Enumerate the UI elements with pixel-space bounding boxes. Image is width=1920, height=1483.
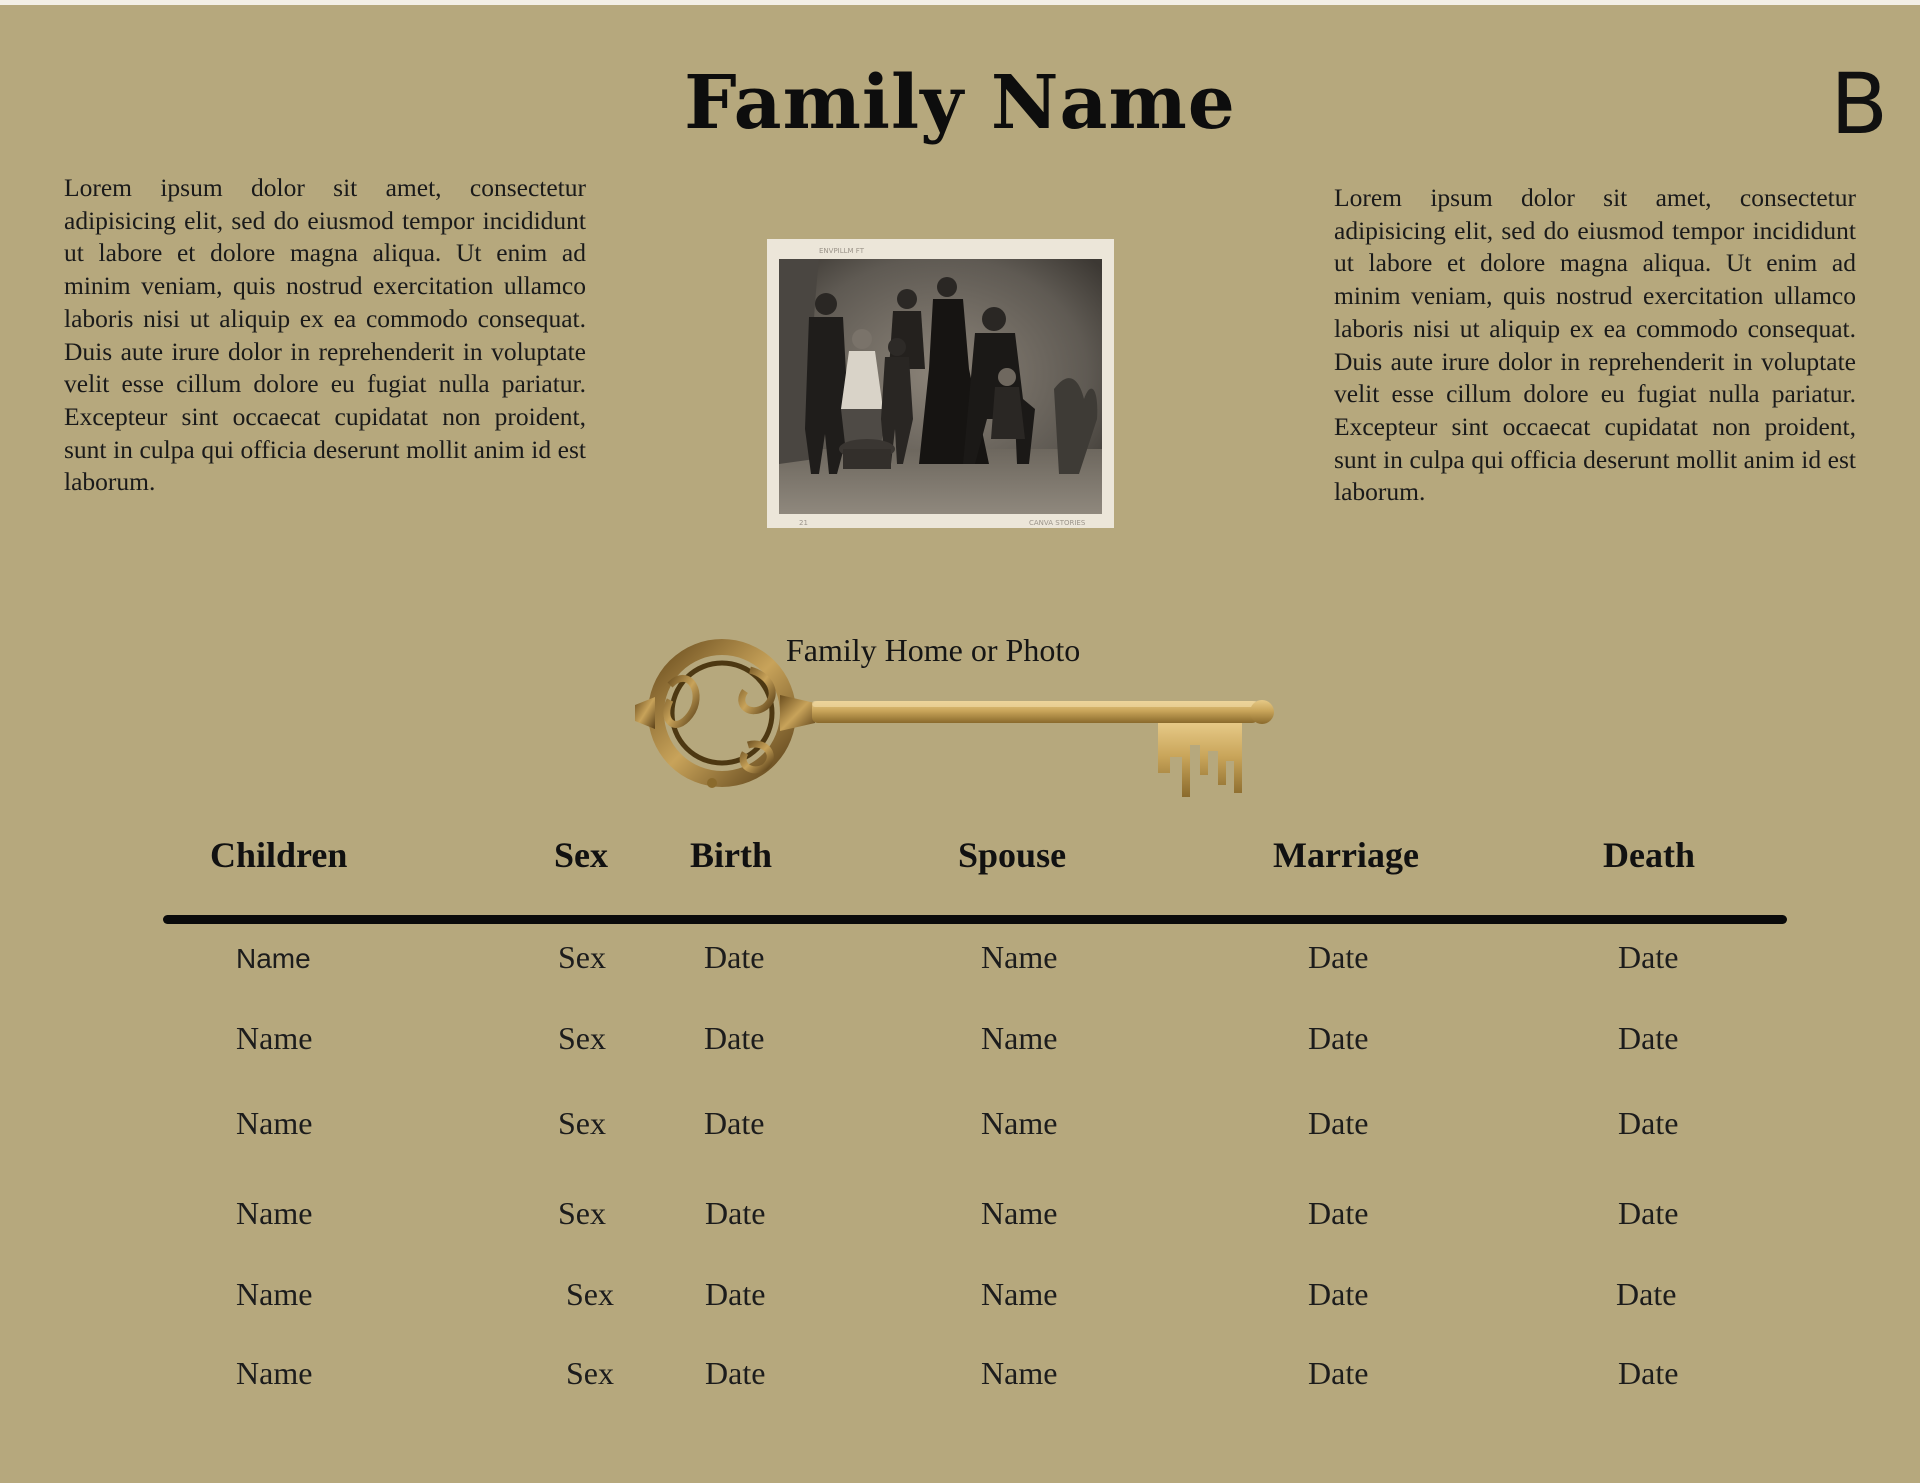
row-6-death: Date bbox=[1618, 1355, 1679, 1391]
row-3-sex: Sex bbox=[558, 1105, 606, 1141]
row-5-marriage: Date bbox=[1308, 1276, 1369, 1312]
family-photo-image bbox=[779, 247, 1102, 527]
row-5-death: Date bbox=[1616, 1276, 1677, 1312]
row-3-marriage: Date bbox=[1308, 1105, 1369, 1141]
photo-caption: Family Home or Photo bbox=[786, 632, 1081, 668]
row-3-birth: Date bbox=[704, 1105, 765, 1141]
row-1-marriage: Date bbox=[1308, 939, 1369, 975]
photo-bottom-left-mark: 21 bbox=[799, 519, 808, 527]
row-6-marriage: Date bbox=[1308, 1355, 1369, 1391]
row-5-spouse: Name bbox=[981, 1276, 1058, 1312]
row-4-marriage: Date bbox=[1308, 1195, 1369, 1231]
row-3-death: Date bbox=[1618, 1105, 1679, 1141]
page-letter: B bbox=[1830, 55, 1888, 153]
header-birth: Birth bbox=[690, 835, 773, 875]
row-2-death: Date bbox=[1618, 1020, 1679, 1056]
row-5-sex: Sex bbox=[566, 1276, 614, 1312]
page-title: Family Name bbox=[684, 60, 1236, 146]
row-3-spouse: Name bbox=[981, 1105, 1058, 1141]
header-spouse: Spouse bbox=[958, 835, 1067, 875]
family-photo bbox=[767, 239, 1114, 528]
row-4-death: Date bbox=[1618, 1195, 1679, 1231]
left-paragraph: Lorem ipsum dolor sit amet, consectetur adipisicing elit, sed do eiusmod tempor incididunt ut labore et dolore magna aliqua. Ut enim ad minim veniam, quis nostrud exercitation ullamco laboris nisi ut aliquip ex ea commodo consequat. Duis aute irure dolor in reprehenderit in voluptate velit esse cillum dolore eu fugiat nulla pariatur. Excepteur sint occaecat cupidatat non proident, sunt in culpa qui officia deserunt mollit anim id est laborum. bbox=[64, 173, 586, 497]
row-1-child-name: Name bbox=[236, 943, 311, 974]
row-2-spouse: Name bbox=[981, 1020, 1058, 1056]
row-4-sex: Sex bbox=[558, 1195, 606, 1231]
header-marriage: Marriage bbox=[1273, 835, 1419, 875]
row-1-birth: Date bbox=[704, 939, 765, 975]
header-death: Death bbox=[1603, 835, 1695, 875]
row-2-marriage: Date bbox=[1308, 1020, 1369, 1056]
photo-top-mark: ENVPILLM FT bbox=[819, 247, 864, 255]
row-6-child-name: Name bbox=[236, 1355, 313, 1391]
row-2-sex: Sex bbox=[558, 1020, 606, 1056]
row-2-child-name: Name bbox=[236, 1020, 313, 1056]
row-2-birth: Date bbox=[704, 1020, 765, 1056]
row-4-spouse: Name bbox=[981, 1195, 1058, 1231]
row-4-birth: Date bbox=[705, 1195, 766, 1231]
header-sex: Sex bbox=[554, 835, 608, 875]
row-6-birth: Date bbox=[705, 1355, 766, 1391]
header-divider bbox=[163, 915, 1787, 924]
row-5-birth: Date bbox=[705, 1276, 766, 1312]
row-1-sex: Sex bbox=[558, 939, 606, 975]
row-5-child-name: Name bbox=[236, 1276, 313, 1312]
row-1-death: Date bbox=[1618, 939, 1679, 975]
row-1-spouse: Name bbox=[981, 939, 1058, 975]
right-paragraph: Lorem ipsum dolor sit amet, consectetur adipisicing elit, sed do eiusmod tempor incididunt ut labore et dolore magna aliqua. Ut enim ad minim veniam, quis nostrud exercitation ullamco laboris nisi ut aliquip ex ea commodo consequat. Duis aute irure dolor in reprehenderit in voluptate velit esse cillum dolore eu fugiat nulla pariatur. Excepteur sint occaecat cupidatat non proident, sunt in culpa qui officia deserunt mollit anim id est laborum. bbox=[1334, 183, 1856, 507]
row-6-spouse: Name bbox=[981, 1355, 1058, 1391]
row-6-sex: Sex bbox=[566, 1355, 614, 1391]
row-4-child-name: Name bbox=[236, 1195, 313, 1231]
photo-bottom-right-mark: CANVA STORIES bbox=[1029, 519, 1086, 527]
row-3-child-name: Name bbox=[236, 1105, 313, 1141]
header-children: Children bbox=[210, 835, 348, 875]
